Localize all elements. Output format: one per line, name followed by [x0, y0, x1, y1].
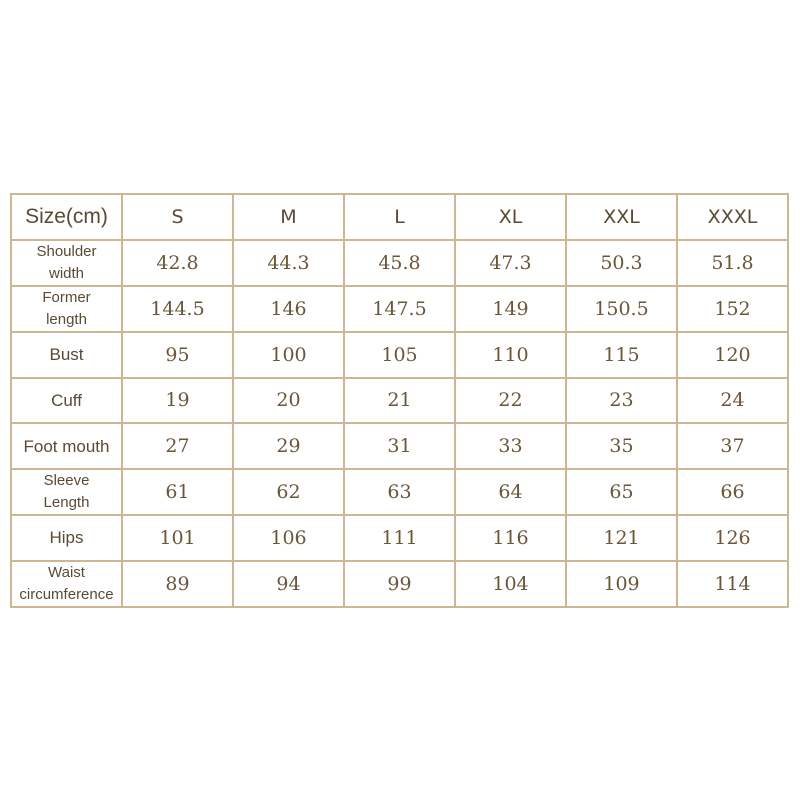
value-cell — [233, 515, 344, 561]
size-label-l: L — [394, 205, 405, 228]
measurement-label: Hips — [49, 528, 84, 548]
value-cell — [677, 286, 788, 332]
value-cell — [233, 469, 344, 515]
measurement-value: 65 — [609, 481, 634, 503]
measurement-label: Foot mouth — [23, 436, 110, 456]
measurement-value: 20 — [276, 389, 301, 412]
measurement-value: 42.8 — [156, 251, 199, 274]
table-row — [11, 378, 788, 424]
measurement-label: Bust — [49, 345, 84, 365]
measurement-value: 106 — [270, 526, 307, 549]
value-cell — [455, 332, 566, 378]
measurement-value: 114 — [714, 572, 751, 595]
measurement-value: 31 — [387, 435, 412, 458]
value-cell — [455, 469, 566, 515]
value-cell — [455, 378, 566, 424]
value-cell — [455, 423, 566, 469]
value-cell — [233, 240, 344, 286]
table-row — [11, 240, 788, 286]
measurement-value: 111 — [381, 526, 418, 549]
measurement-value: 101 — [159, 526, 196, 549]
measurement-value: 22 — [498, 389, 523, 412]
value-cell — [566, 423, 677, 469]
table-row — [11, 423, 788, 469]
measurement-label: Former length — [42, 288, 91, 328]
measurement-value: 147.5 — [372, 297, 427, 320]
measurement-label: Waist circumference — [19, 563, 114, 603]
measurement-value: 21 — [387, 389, 412, 412]
value-cell — [566, 561, 677, 607]
measurement-value: 66 — [720, 481, 745, 503]
measurement-value: 126 — [714, 526, 751, 549]
value-cell — [455, 561, 566, 607]
measurement-value: 121 — [603, 526, 640, 549]
value-cell — [455, 515, 566, 561]
value-cell — [566, 286, 677, 332]
size-table-body — [11, 240, 788, 607]
row-label-cell — [11, 332, 122, 378]
measurement-value: 47.3 — [489, 251, 532, 274]
row-label-cell — [11, 423, 122, 469]
value-cell — [566, 469, 677, 515]
value-cell — [344, 469, 455, 515]
measurement-value: 109 — [603, 572, 640, 595]
size-chart-table — [10, 193, 789, 608]
value-cell — [677, 423, 788, 469]
header-cell-xxl — [566, 194, 677, 240]
table-row — [11, 561, 788, 607]
row-label-cell — [11, 286, 122, 332]
measurement-value: 105 — [381, 343, 418, 366]
measurement-value: 144.5 — [150, 297, 205, 320]
measurement-value: 29 — [276, 435, 301, 458]
measurement-value: 99 — [387, 572, 412, 595]
value-cell — [455, 286, 566, 332]
size-label-xl: XL — [498, 205, 523, 228]
value-cell — [233, 332, 344, 378]
measurement-value: 104 — [492, 572, 529, 595]
value-cell — [233, 423, 344, 469]
measurement-value: 23 — [609, 389, 634, 412]
value-cell — [677, 332, 788, 378]
header-cell-xl — [455, 194, 566, 240]
value-cell — [233, 561, 344, 607]
value-cell — [566, 515, 677, 561]
measurement-value: 50.3 — [600, 251, 643, 274]
value-cell — [122, 515, 233, 561]
value-cell — [677, 469, 788, 515]
measurement-value: 150.5 — [594, 297, 649, 320]
measurement-value: 100 — [270, 343, 307, 366]
measurement-value: 27 — [165, 435, 190, 458]
row-label-cell — [11, 378, 122, 424]
measurement-value: 44.3 — [267, 251, 310, 274]
row-label-cell — [11, 469, 122, 515]
table-row — [11, 515, 788, 561]
measurement-label: Shoulder width — [36, 242, 97, 282]
size-label-xxl: XXL — [603, 205, 640, 228]
size-label-m: M — [280, 205, 297, 228]
row-label-cell — [11, 561, 122, 607]
size-header-row — [11, 194, 788, 240]
measurement-value: 35 — [609, 435, 634, 458]
value-cell — [344, 423, 455, 469]
measurement-value: 110 — [492, 343, 529, 366]
value-cell — [122, 378, 233, 424]
measurement-value: 37 — [720, 435, 745, 458]
size-label-xxxl: XXXL — [707, 205, 758, 228]
measurement-value: 149 — [492, 297, 529, 320]
measurement-value: 33 — [498, 435, 523, 458]
measurement-value: 24 — [720, 389, 745, 412]
value-cell — [233, 378, 344, 424]
value-cell — [566, 240, 677, 286]
header-cell-m — [233, 194, 344, 240]
value-cell — [122, 286, 233, 332]
header-cell-xxxl — [677, 194, 788, 240]
measurement-label: Cuff — [51, 390, 82, 410]
table-row — [11, 332, 788, 378]
measurement-value: 62 — [276, 481, 301, 503]
value-cell — [677, 240, 788, 286]
value-cell — [344, 561, 455, 607]
measurement-value: 115 — [603, 343, 640, 366]
row-label-cell — [11, 515, 122, 561]
value-cell — [122, 561, 233, 607]
value-cell — [677, 561, 788, 607]
size-label-s: S — [171, 205, 184, 228]
measurement-value: 146 — [270, 297, 307, 320]
value-cell — [122, 469, 233, 515]
measurement-value: 51.8 — [711, 251, 754, 274]
value-cell — [122, 332, 233, 378]
value-cell — [566, 332, 677, 378]
table-row — [11, 286, 788, 332]
value-cell — [677, 515, 788, 561]
table-row — [11, 469, 788, 515]
measurement-value: 120 — [714, 343, 751, 366]
value-cell — [122, 423, 233, 469]
measurement-value: 152 — [714, 297, 751, 320]
measurement-value: 45.8 — [378, 251, 421, 274]
measurement-value: 116 — [492, 526, 529, 549]
value-cell — [455, 240, 566, 286]
header-cell-size-cm — [11, 194, 122, 240]
measurement-value: 19 — [165, 389, 190, 412]
value-cell — [122, 240, 233, 286]
measurement-value: 61 — [165, 481, 190, 503]
value-cell — [344, 286, 455, 332]
measurement-value: 89 — [165, 572, 190, 595]
value-cell — [344, 378, 455, 424]
measurement-label: Sleeve Length — [43, 472, 90, 511]
value-cell — [344, 332, 455, 378]
measurement-value: 63 — [387, 481, 412, 503]
measurement-value: 64 — [498, 481, 523, 503]
value-cell — [233, 286, 344, 332]
value-cell — [677, 378, 788, 424]
measurement-value: 94 — [276, 572, 301, 595]
value-cell — [344, 240, 455, 286]
size-cm-label: Size(cm) — [25, 204, 108, 228]
header-cell-l — [344, 194, 455, 240]
row-label-cell — [11, 240, 122, 286]
measurement-value: 95 — [165, 343, 190, 366]
value-cell — [566, 378, 677, 424]
header-cell-s — [122, 194, 233, 240]
value-cell — [344, 515, 455, 561]
